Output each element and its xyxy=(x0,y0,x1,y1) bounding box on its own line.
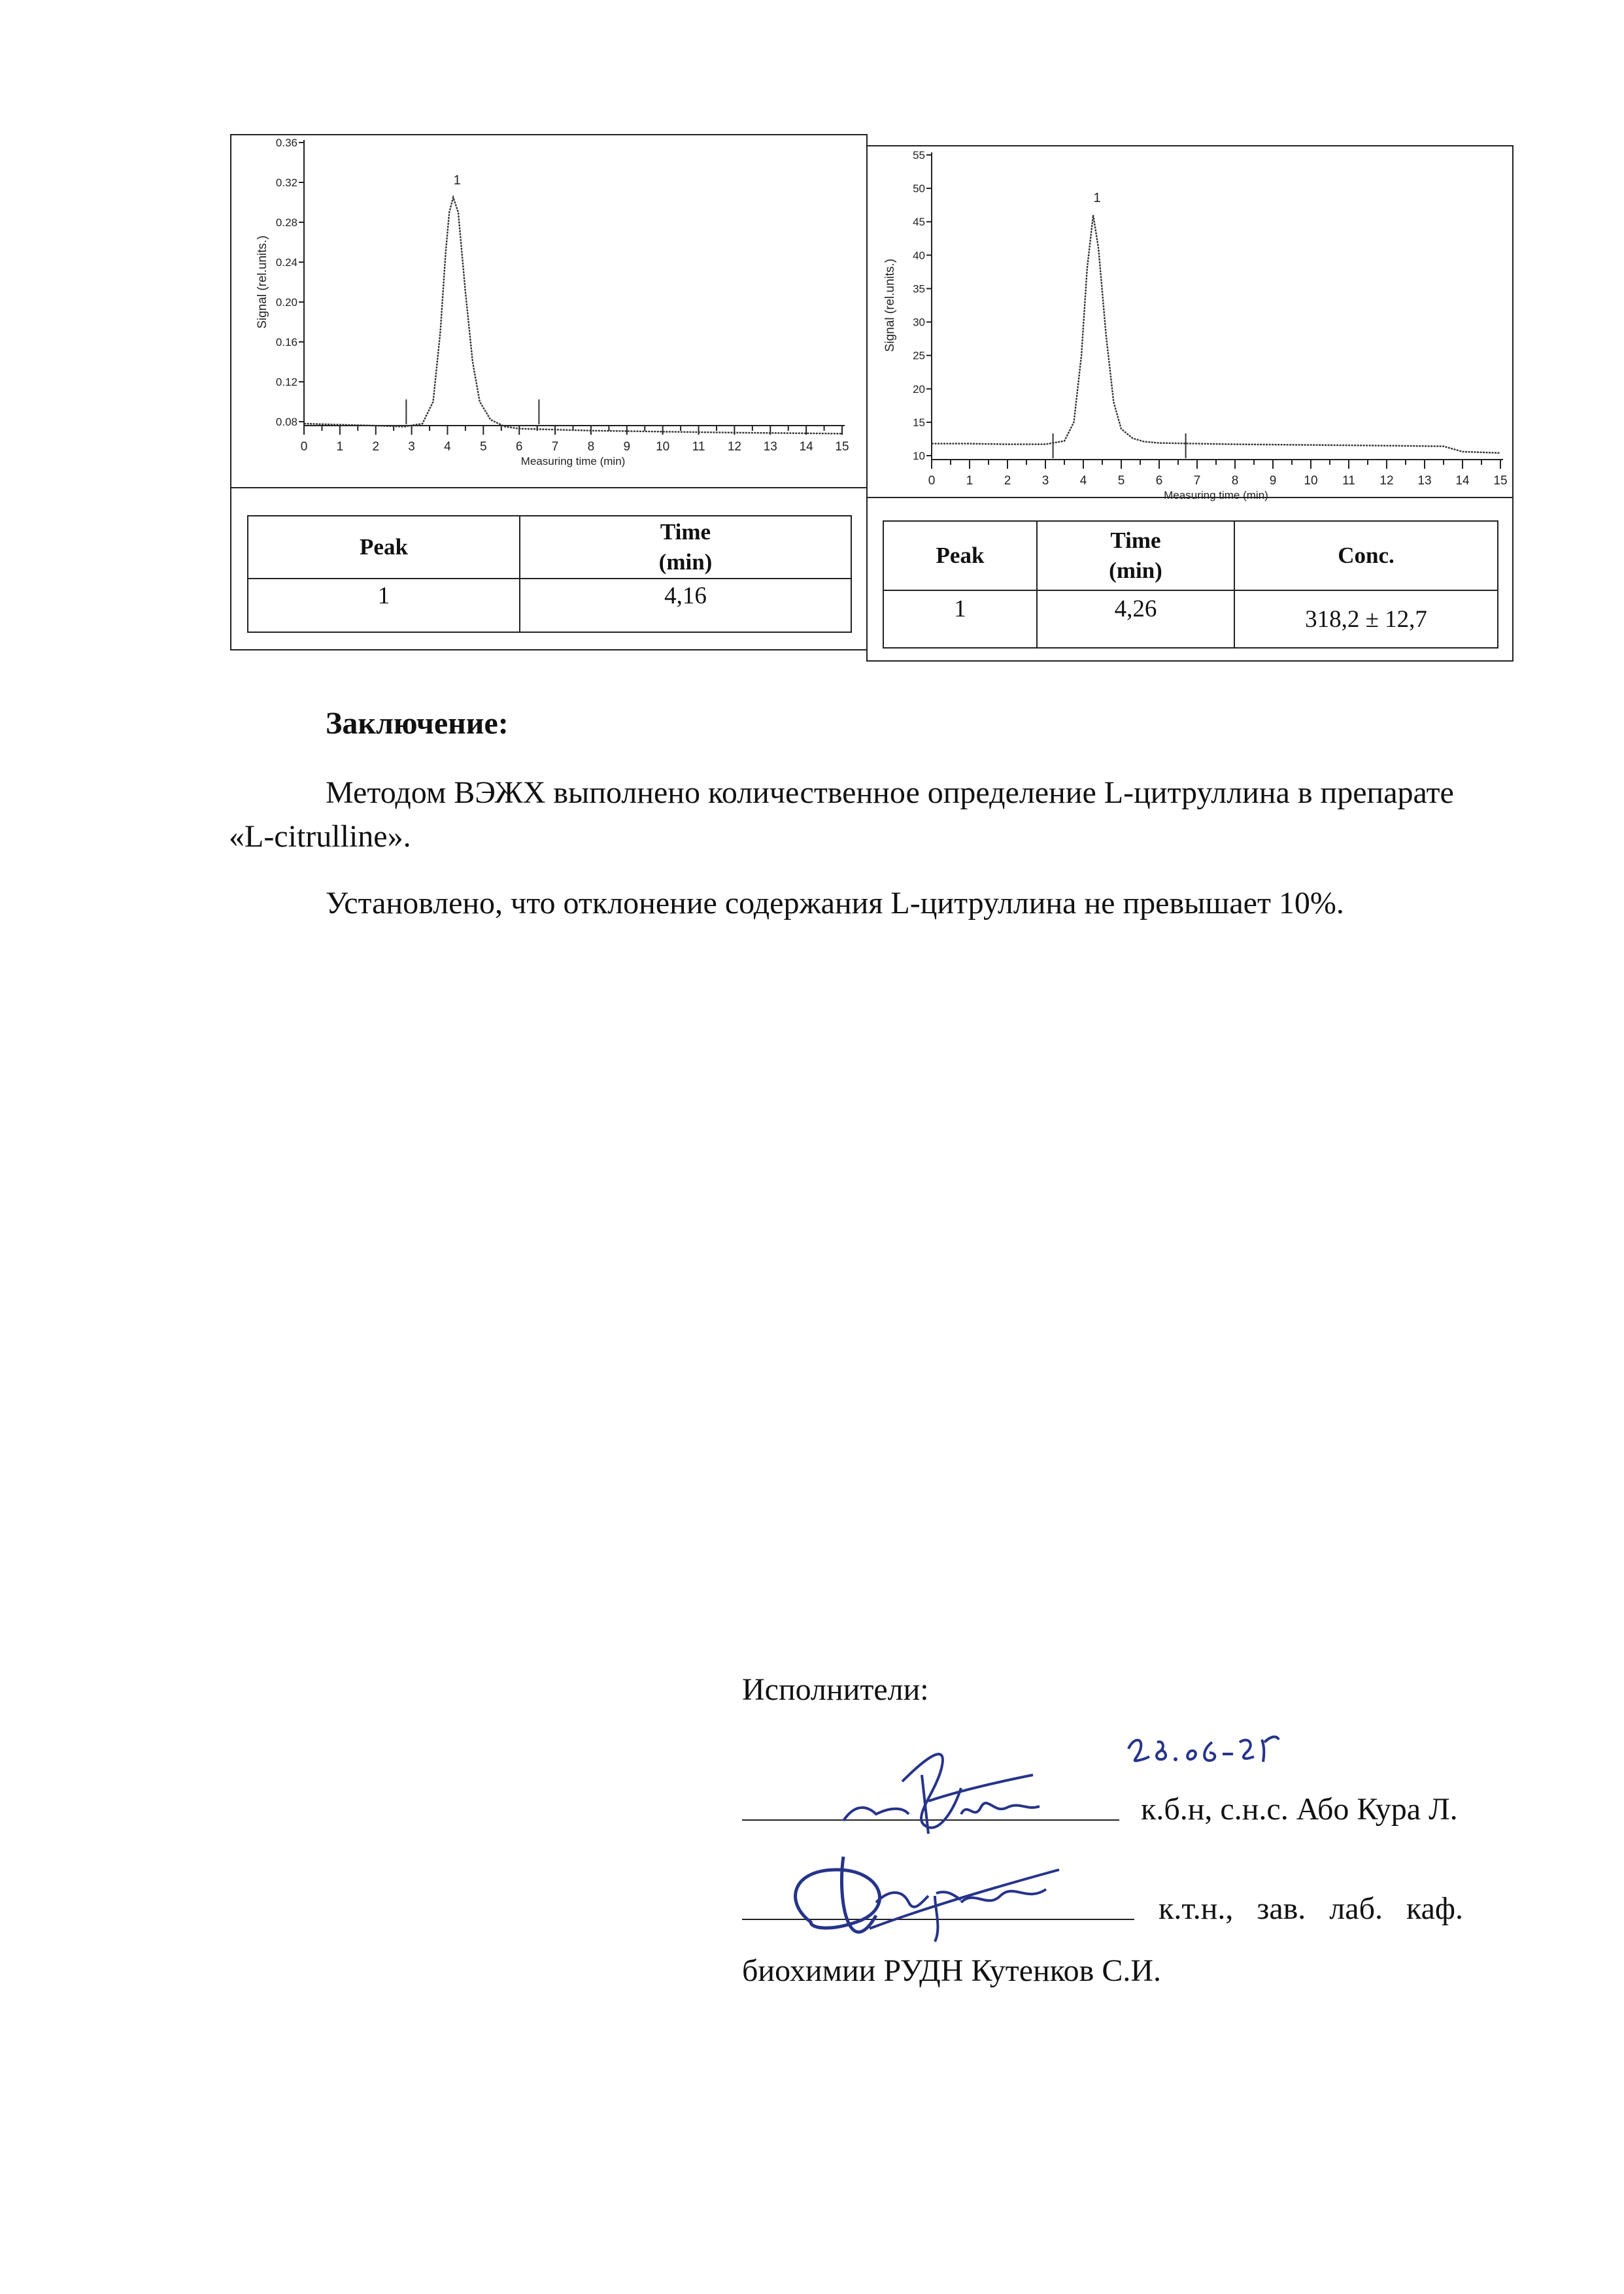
x-tick-label: 6 xyxy=(515,440,523,454)
signatory-2-line-2: биохимии РУДН Кутенков С.И. xyxy=(742,1953,1161,1988)
y-tick-label: 15 xyxy=(913,416,925,429)
header-time: Time (min) xyxy=(1037,521,1234,590)
y-tick-label: 10 xyxy=(913,450,925,462)
y-tick-label: 0.08 xyxy=(275,416,297,428)
x-tick-label: 10 xyxy=(1304,474,1318,488)
cell-conc: 318,2 ± 12,7 xyxy=(1234,590,1498,648)
header-peak: Peak xyxy=(248,516,520,579)
header-peak: Peak xyxy=(883,521,1037,590)
y-tick-label: 30 xyxy=(913,316,925,329)
x-tick-label: 6 xyxy=(1155,474,1163,488)
x-tick-label: 11 xyxy=(1342,474,1355,488)
x-tick-label: 2 xyxy=(372,440,380,454)
y-tick-label: 45 xyxy=(913,216,925,229)
cell-time: 4,26 xyxy=(1037,590,1234,648)
y-tick-label: 20 xyxy=(913,382,925,396)
x-tick-label: 12 xyxy=(1379,474,1394,488)
x-tick-label: 14 xyxy=(799,440,813,454)
y-tick-label: 0.16 xyxy=(275,336,297,348)
y-tick-label: 0.20 xyxy=(275,296,297,309)
conclusion-paragraph-1-line-2: «L-citrulline». xyxy=(229,819,411,854)
table-row xyxy=(883,590,1498,648)
executors-heading: Исполнители: xyxy=(742,1672,929,1707)
y-tick-label: 50 xyxy=(913,182,925,195)
x-tick-label: 3 xyxy=(408,440,415,454)
x-axis-label: Measuring time (min) xyxy=(520,455,626,467)
x-tick-label: 5 xyxy=(480,440,487,454)
chromatogram-trace xyxy=(932,215,1500,453)
x-tick-label: 7 xyxy=(1193,474,1201,488)
y-tick-label: 0.12 xyxy=(275,376,297,388)
y-tick-label: 55 xyxy=(913,149,925,161)
x-tick-label: 11 xyxy=(692,440,705,454)
table-row xyxy=(248,579,851,632)
x-tick-label: 7 xyxy=(551,440,559,454)
x-tick-label: 13 xyxy=(1417,474,1432,488)
x-tick-label: 1 xyxy=(966,474,973,488)
cell-peak: 1 xyxy=(883,590,1037,648)
peak-label: 1 xyxy=(1093,191,1101,205)
y-tick-label: 40 xyxy=(913,249,925,262)
table-header-row xyxy=(883,521,1498,590)
x-tick-label: 14 xyxy=(1455,474,1470,488)
x-tick-label: 4 xyxy=(1079,474,1087,488)
y-tick-label: 0.32 xyxy=(275,177,297,189)
x-tick-label: 15 xyxy=(1493,474,1508,488)
x-tick-label: 5 xyxy=(1117,474,1125,488)
x-tick-label: 12 xyxy=(727,440,741,454)
x-tick-label: 2 xyxy=(1004,474,1011,488)
x-tick-label: 8 xyxy=(1231,474,1239,488)
table-header-row xyxy=(248,516,851,579)
x-tick-label: 1 xyxy=(336,440,344,454)
x-tick-label: 9 xyxy=(1269,474,1277,488)
x-tick-label: 13 xyxy=(763,440,777,454)
x-tick-label: 10 xyxy=(656,440,670,454)
conclusion-paragraph-1-line-1: Методом ВЭЖХ выполнено количественное определение L-цитруллина в препарате xyxy=(326,775,1454,810)
y-axis-label: Signal (rel.units.) xyxy=(256,235,269,329)
x-axis-label: Measuring time (min) xyxy=(1164,489,1268,501)
header-conc: Conc. xyxy=(1234,521,1498,590)
y-tick-label: 0.24 xyxy=(275,256,297,269)
handwritten-date xyxy=(1125,1723,1308,1775)
y-tick-label: 25 xyxy=(913,349,925,362)
x-tick-label: 0 xyxy=(928,474,936,488)
conclusion-paragraph-2: Установлено, что отклонение содержания L-цитруллина не превышает 10%. xyxy=(326,886,1344,920)
cell-peak: 1 xyxy=(248,579,520,632)
x-tick-label: 15 xyxy=(835,440,849,454)
y-tick-label: 0.36 xyxy=(275,137,297,149)
results-table-1 xyxy=(247,515,852,633)
x-tick-label: 3 xyxy=(1041,474,1049,488)
header-time: Time (min) xyxy=(520,516,851,579)
y-tick-label: 35 xyxy=(913,282,925,295)
conclusion-heading: Заключение: xyxy=(326,706,509,741)
x-tick-label: 4 xyxy=(444,440,451,454)
x-tick-label: 9 xyxy=(623,440,631,454)
peak-label: 1 xyxy=(453,173,461,188)
y-axis-label: Signal (rel.units.) xyxy=(883,258,897,352)
signatory-2-line-1: к.т.н., зав. лаб. каф. xyxy=(1159,1891,1463,1926)
results-table-2 xyxy=(883,520,1498,649)
x-tick-label: 0 xyxy=(300,440,308,454)
cell-time: 4,16 xyxy=(520,579,851,632)
signature-1 xyxy=(830,1729,1053,1840)
signatory-1: к.б.н, с.н.с. Або Кура Л. xyxy=(1141,1792,1458,1827)
y-tick-label: 0.28 xyxy=(275,216,297,229)
x-tick-label: 8 xyxy=(587,440,595,454)
